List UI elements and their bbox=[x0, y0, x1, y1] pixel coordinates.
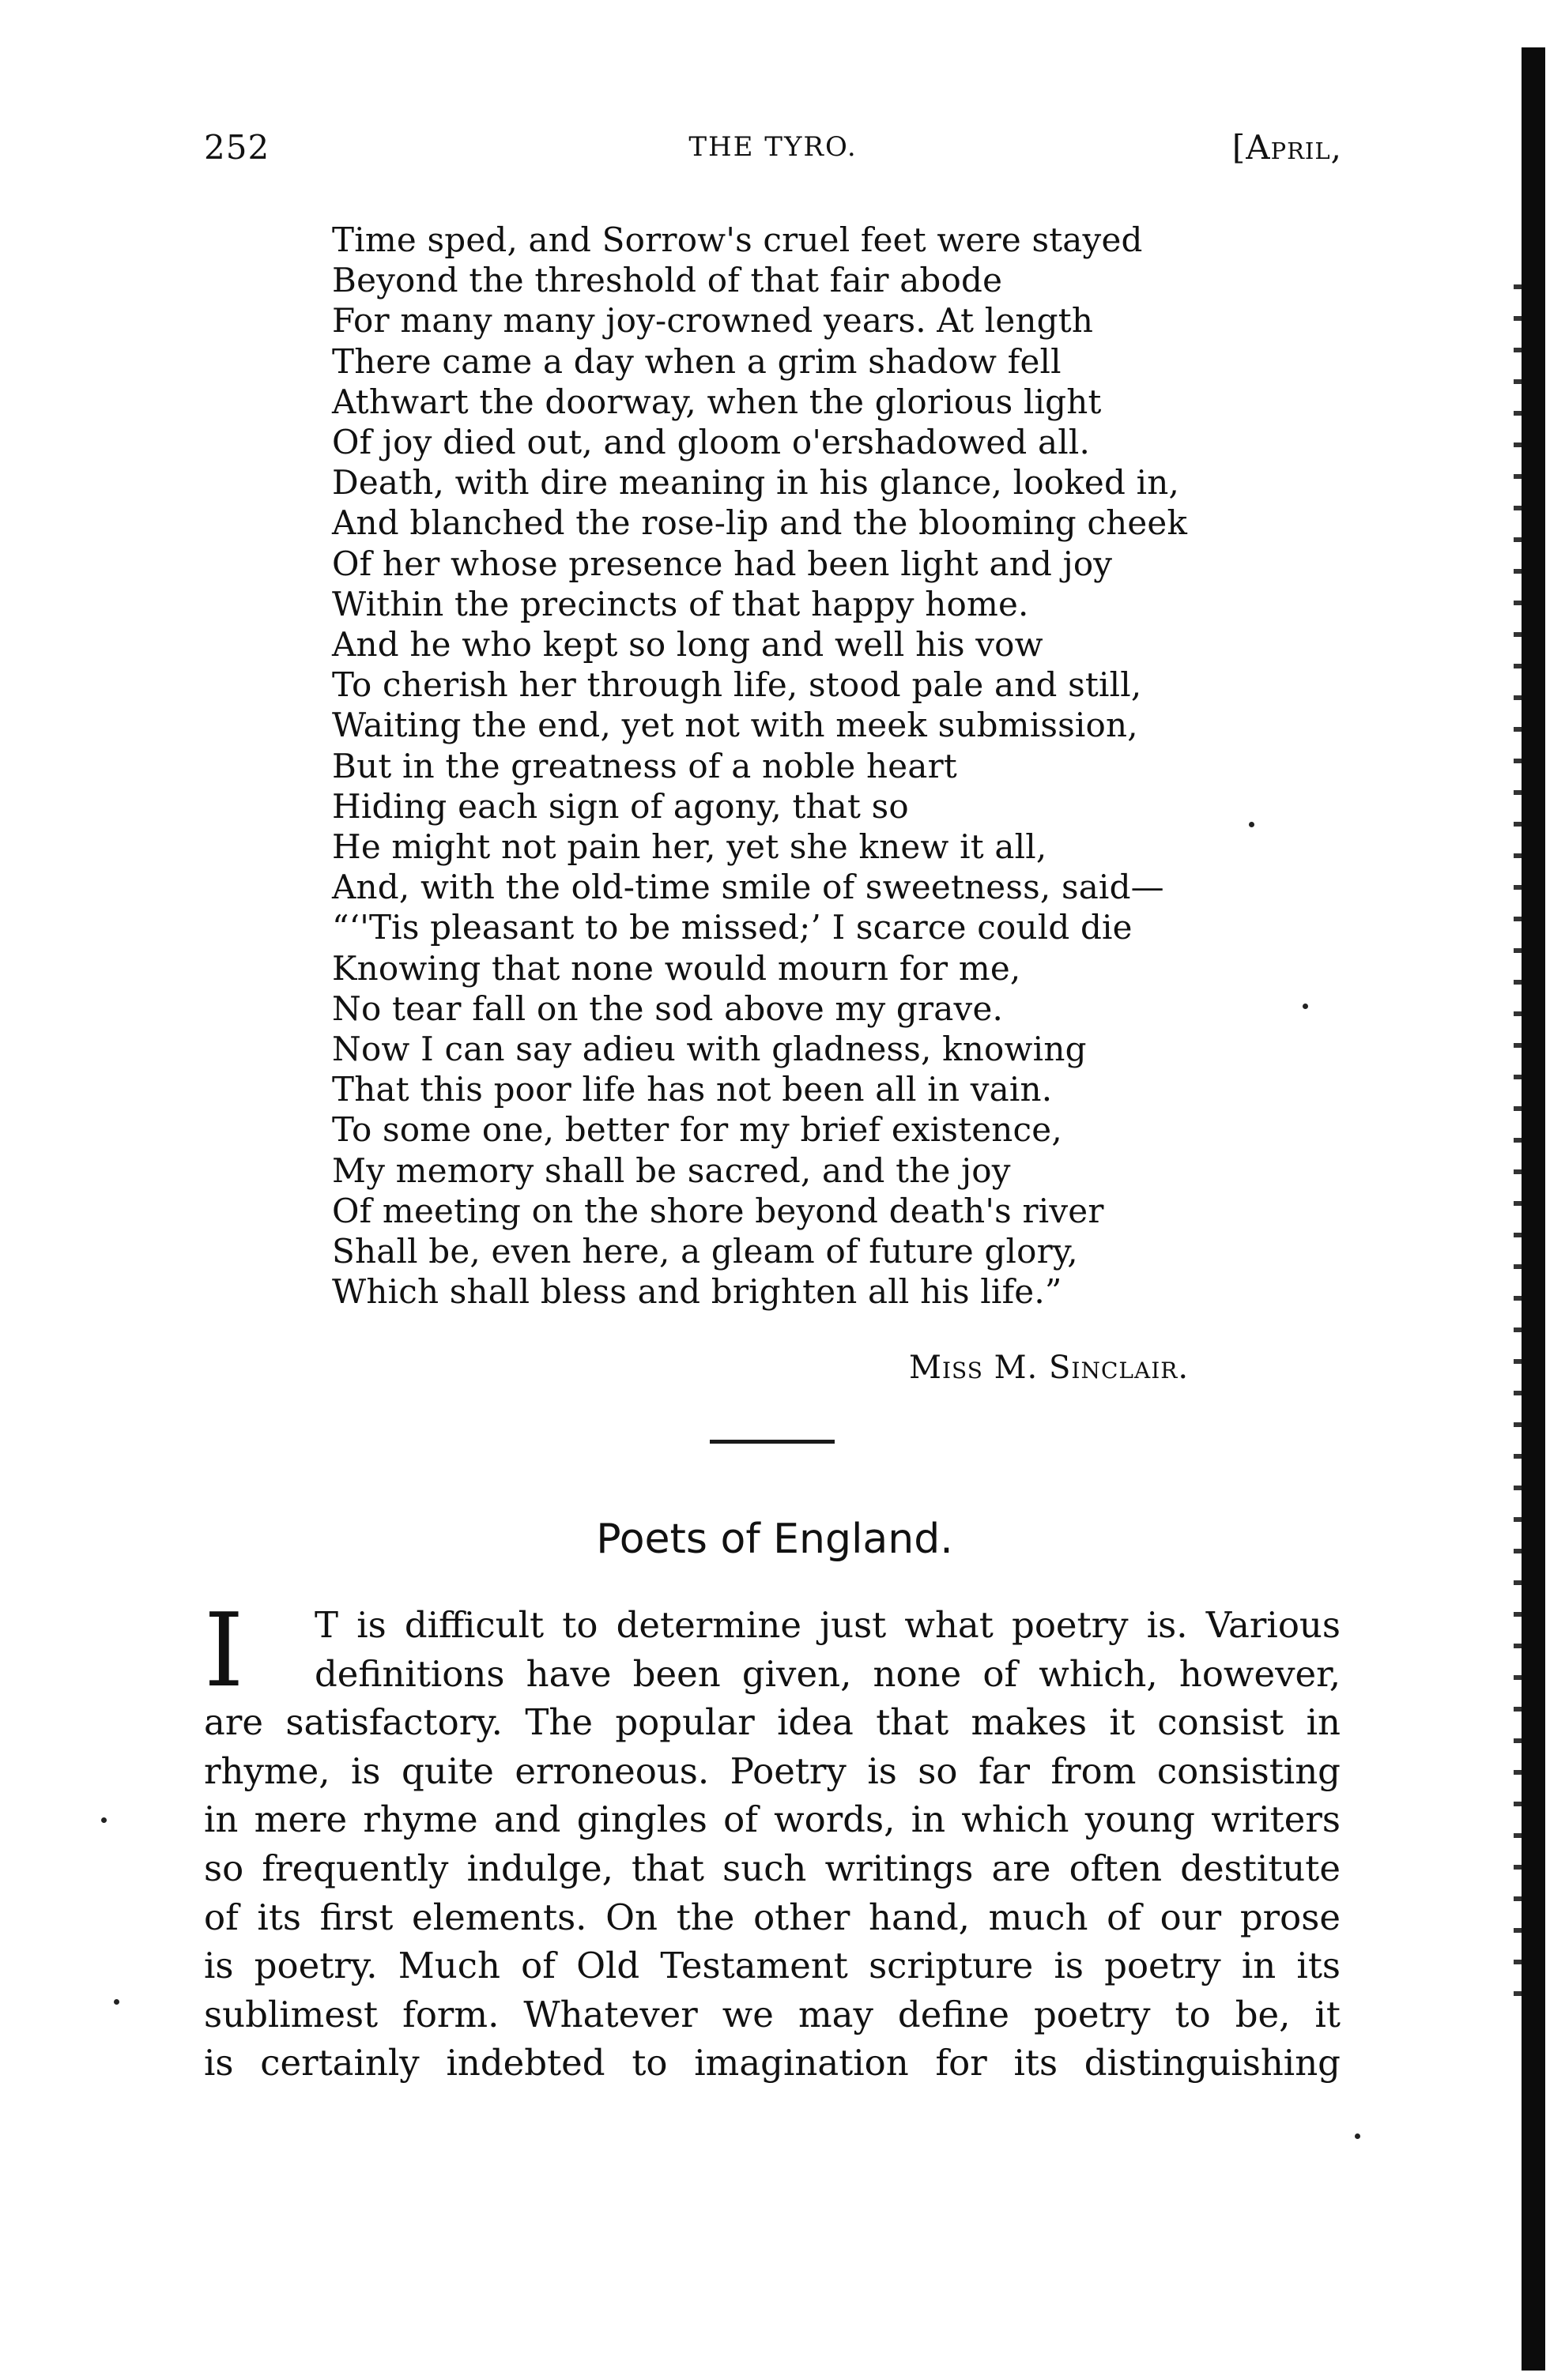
drop-cap: I bbox=[204, 1592, 244, 1710]
poem-line: Time sped, and Sorrow's cruel feet were stayed bbox=[332, 220, 1143, 259]
poem-line: Of meeting on the shore beyond death's river bbox=[332, 1191, 1104, 1230]
poem-line: Which shall bless and brighten all his life.” bbox=[332, 1272, 1062, 1312]
poem-line: Hiding each sign of agony, that so bbox=[332, 786, 909, 826]
article-title: Poets of England. bbox=[596, 1516, 953, 1563]
poem-line: To cherish her through life, stood pale and still, bbox=[332, 665, 1142, 705]
poem-line: He might not pain her, yet she knew it all, bbox=[332, 827, 1047, 867]
poem-line: Shall be, even here, a gleam of future glory, bbox=[332, 1232, 1078, 1271]
poem-line: Within the precincts of that happy home. bbox=[332, 584, 1029, 623]
article-line: is poetry. Much of Old Testament scripture is poetry in its bbox=[204, 1945, 1341, 1987]
article-line: in mere rhyme and gingles of words, in which young writers bbox=[204, 1798, 1341, 1841]
running-title: THE TYRO. bbox=[688, 131, 858, 163]
poem-line: Beyond the threshold of that fair abode bbox=[332, 261, 1003, 300]
poem-line: Waiting the end, yet not with meek submission, bbox=[332, 706, 1138, 745]
article-line: rhyme, is quite erroneous. Poetry is so far from consisting bbox=[204, 1749, 1341, 1792]
article-line: are satisfactory. The popular idea that makes it consist in bbox=[204, 1701, 1341, 1744]
scan-speck bbox=[114, 1999, 119, 2005]
poem-line: Now I can say adieu with gladness, knowing bbox=[332, 1030, 1087, 1069]
scan-speck bbox=[1303, 1004, 1308, 1009]
section-divider bbox=[710, 1440, 835, 1444]
poem-line: Of joy died out, and gloom o'ershadowed all. bbox=[332, 423, 1091, 462]
article-line: so frequently indulge, that such writings are often destitute bbox=[204, 1847, 1341, 1889]
poem-line: Of her whose presence had been light and joy bbox=[332, 544, 1113, 583]
poem-line: That this poor life has not been all in vain. bbox=[332, 1070, 1053, 1109]
poem-line: No tear fall on the sod above my grave. bbox=[332, 989, 1004, 1028]
running-month: [April, bbox=[1231, 128, 1342, 167]
poem-line: There came a day when a grim shadow fell bbox=[332, 341, 1062, 381]
poem-line: And blanched the rose-lip and the blooming cheek bbox=[332, 503, 1188, 543]
running-header bbox=[204, 128, 1342, 175]
poem-line: Athwart the doorway, when the glorious light bbox=[332, 382, 1102, 421]
scan-speck bbox=[1355, 2133, 1360, 2139]
article-line: sublimest form. Whatever we may define poetry to be, it bbox=[204, 1993, 1341, 2035]
poem-line: And he who kept so long and well his vow bbox=[332, 625, 1043, 665]
scan-binding-edge bbox=[1522, 47, 1545, 2371]
article-line: definitions have been given, none of which, however, bbox=[315, 1652, 1341, 1695]
article-line: of its first elements. On the other hand, much of our prose bbox=[204, 1896, 1341, 1938]
poem-signature: Miss M. Sinclair. bbox=[909, 1350, 1190, 1386]
poem-line: To some one, better for my brief existence, bbox=[332, 1110, 1062, 1150]
poem-line: “‘'Tis pleasant to be missed;’ I scarce could die bbox=[332, 908, 1133, 947]
poem-line: But in the greatness of a noble heart bbox=[332, 746, 957, 785]
poem-line: Knowing that none would mourn for me, bbox=[332, 948, 1021, 988]
article-line: T is difficult to determine just what poetry is. Various bbox=[315, 1604, 1341, 1646]
scan-speck bbox=[101, 1817, 107, 1823]
poem-line: My memory shall be sacred, and the joy bbox=[332, 1150, 1011, 1190]
article-line: is certainly indebted to imagination for its distinguishing bbox=[204, 2042, 1341, 2084]
poem-line: Death, with dire meaning in his glance, looked in, bbox=[332, 463, 1180, 503]
scan-speck bbox=[1249, 822, 1254, 827]
article-body bbox=[204, 1592, 1341, 2088]
poem bbox=[332, 220, 1359, 1312]
poem-line: And, with the old-time smile of sweetness, said— bbox=[332, 868, 1164, 907]
page-number: 252 bbox=[204, 128, 270, 167]
poem-line: For many many joy-crowned years. At length bbox=[332, 301, 1094, 341]
